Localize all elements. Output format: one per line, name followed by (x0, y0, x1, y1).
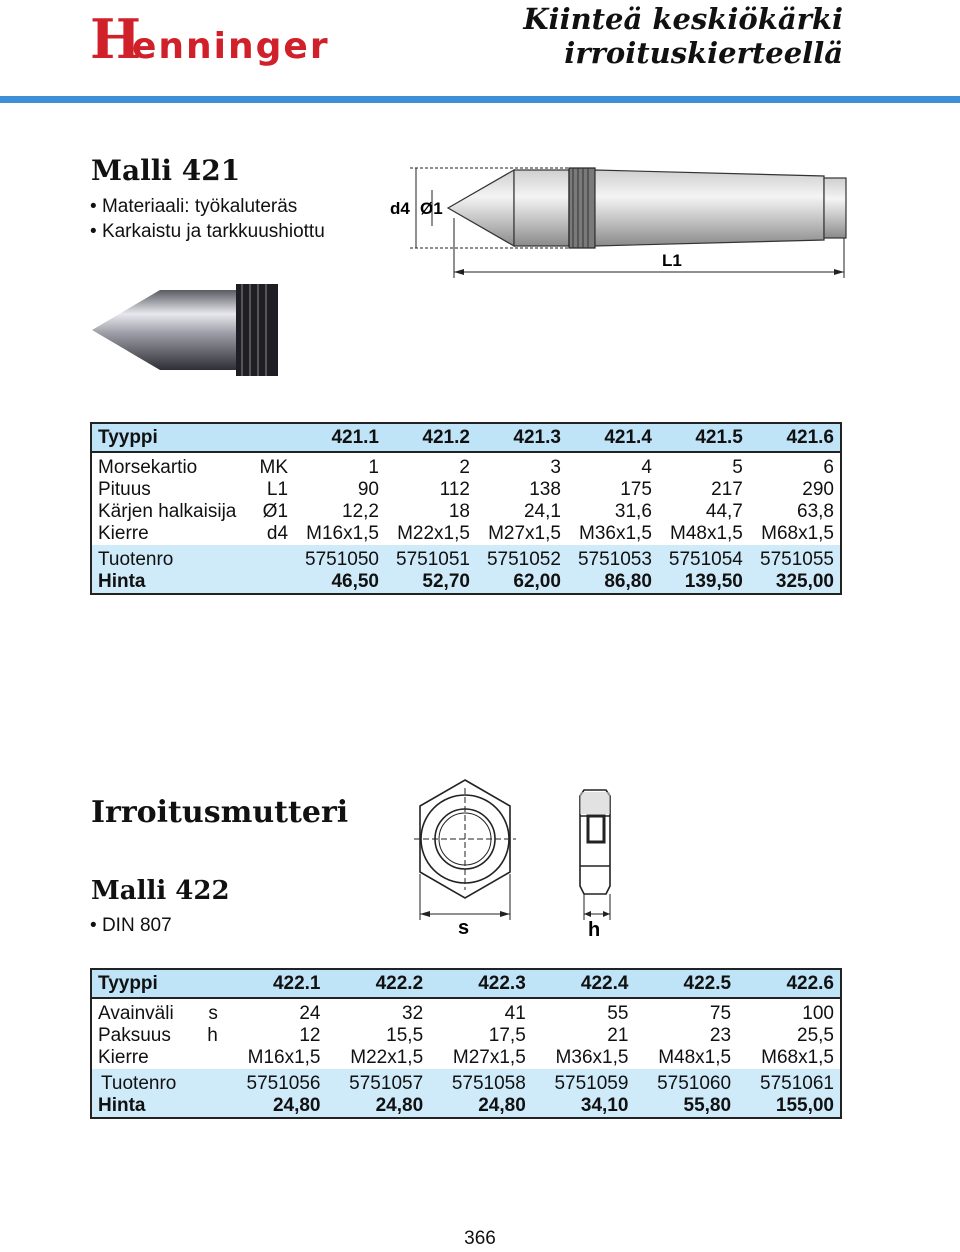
row-label: Hinta (91, 1095, 224, 1118)
cell: M48x1,5 (670, 523, 743, 544)
cell: 75 (709, 1003, 732, 1024)
hinta-row (91, 571, 841, 594)
row-label: Avainväli (98, 1003, 174, 1024)
cell: 24,80 (224, 1095, 327, 1118)
table-row (91, 452, 841, 479)
type-cell: 421.1 (294, 423, 385, 452)
header-title (523, 2, 843, 70)
row-symbol: s (208, 1003, 218, 1024)
row-label: Tuotenro (91, 545, 294, 571)
table-row (91, 479, 841, 501)
cell: 17,5 (488, 1025, 526, 1046)
cell: M27x1,5 (488, 523, 561, 544)
row-label: Pituus (98, 479, 151, 500)
cell: 25,5 (797, 1025, 834, 1046)
cell: 6 (823, 457, 834, 478)
cell: 3 (550, 457, 561, 478)
cell: 5751053 (567, 545, 658, 571)
header-title-line1: Kiinteä keskiökärki (523, 2, 843, 36)
row-label: Paksuus (98, 1025, 171, 1046)
cell: 55 (607, 1003, 629, 1024)
type-cell: 422.5 (634, 969, 737, 998)
henninger-logo (88, 8, 388, 72)
model422-bullet: • DIN 807 (90, 913, 172, 938)
cell: 86,80 (567, 571, 658, 594)
row-label: Kierre (98, 523, 149, 544)
row-symbol (197, 1047, 224, 1069)
cell: 100 (802, 1003, 834, 1024)
type-cell: 421.3 (476, 423, 567, 452)
type-cell: 421.6 (749, 423, 841, 452)
model421-bullet: • Karkaistu ja tarkkuushiottu (90, 219, 325, 244)
row-symbol: L1 (266, 479, 289, 500)
nut-drawing (410, 774, 630, 944)
row-symbol: MK (259, 457, 289, 478)
cell: M68x1,5 (761, 1047, 834, 1068)
cell: M22x1,5 (350, 1047, 424, 1068)
cell: 62,00 (476, 571, 567, 594)
type-cell: 422.3 (429, 969, 532, 998)
label-d4: d4 (390, 199, 410, 218)
cell: 32 (402, 1003, 424, 1024)
row-symbol: Ø1 (262, 501, 289, 522)
type-cell: 422.2 (327, 969, 430, 998)
row-symbol: d4 (266, 523, 289, 544)
section-title-irroitusmutteri: Irroitusmutteri (91, 795, 349, 830)
model422-table (90, 968, 842, 1119)
cell: 55,80 (634, 1095, 737, 1118)
cell: 112 (439, 479, 470, 500)
cell: 5751051 (385, 545, 476, 571)
cell: 1 (368, 457, 379, 478)
cell: 24 (299, 1003, 321, 1024)
cell: 5751060 (634, 1069, 737, 1095)
label-h: h (588, 919, 601, 941)
cell: 12 (299, 1025, 321, 1046)
label-l1: L1 (662, 251, 682, 270)
cell: 138 (529, 479, 561, 500)
cell: M16x1,5 (306, 523, 379, 544)
type-cell: 422.6 (737, 969, 841, 998)
row-label: Kärjen halkaisija (98, 501, 237, 522)
cell: M16x1,5 (247, 1047, 321, 1068)
table-header-row (91, 969, 841, 998)
table-row (91, 1047, 841, 1069)
cell: M22x1,5 (397, 523, 470, 544)
logo-text: enninger (132, 26, 330, 67)
cell: 46,50 (294, 571, 385, 594)
cell: 31,6 (614, 501, 652, 522)
row-symbol: h (207, 1025, 218, 1046)
model422-title: Malli 422 (91, 876, 230, 906)
cell: 5751052 (476, 545, 567, 571)
table-row (91, 501, 841, 523)
tuotenro-row (91, 1069, 841, 1095)
label-o1: Ø1 (420, 199, 443, 218)
model421-bullets (90, 194, 325, 244)
model421-bullet: • Materiaali: työkaluteräs (90, 194, 325, 219)
cell: 90 (357, 479, 379, 500)
label-s: s (458, 917, 470, 939)
cell: M36x1,5 (579, 523, 652, 544)
cell: 2 (459, 457, 470, 478)
cell: 18 (448, 501, 470, 522)
cell: 325,00 (749, 571, 841, 594)
header-rule (0, 96, 960, 103)
cell: 5751059 (532, 1069, 635, 1095)
type-cell: 422.1 (224, 969, 327, 998)
row-label: Morsekartio (98, 457, 198, 478)
cell: 24,80 (429, 1095, 532, 1118)
model422-bullets (90, 913, 172, 938)
cell: 23 (709, 1025, 732, 1046)
row-label: Hinta (91, 571, 294, 594)
table-row (91, 998, 841, 1025)
cell: 44,7 (705, 501, 743, 522)
cell: 15,5 (386, 1025, 424, 1046)
cell: M48x1,5 (658, 1047, 732, 1068)
cell: 5751050 (294, 545, 385, 571)
cell: M27x1,5 (452, 1047, 526, 1068)
table-row (91, 523, 841, 545)
table-header-row (91, 423, 841, 452)
type-cell: 421.2 (385, 423, 476, 452)
cell: 21 (607, 1025, 629, 1046)
hinta-row (91, 1095, 841, 1118)
tuotenro-row (91, 545, 841, 571)
cell: 12,2 (342, 501, 379, 522)
cell: 5751058 (429, 1069, 532, 1095)
cell: 5751055 (749, 545, 841, 571)
model421-table (90, 422, 842, 595)
type-cell: 422.4 (532, 969, 635, 998)
header-title-line2: irroituskierteellä (564, 36, 843, 70)
cell: 5751054 (658, 545, 749, 571)
cell: 63,8 (797, 501, 834, 522)
cell: 290 (802, 479, 834, 500)
cell: 155,00 (737, 1095, 841, 1118)
cell: 34,10 (532, 1095, 635, 1118)
cell: 41 (504, 1003, 526, 1024)
cell: 4 (641, 457, 652, 478)
cell: 175 (620, 479, 652, 500)
center-tip-photo (90, 280, 290, 380)
cell: M36x1,5 (555, 1047, 629, 1068)
cell: M68x1,5 (761, 523, 834, 544)
logo-letter-h: H (90, 8, 142, 71)
cell: 24,1 (523, 501, 561, 522)
cell: 52,70 (385, 571, 476, 594)
table-row (91, 1025, 841, 1047)
type-cell: 421.4 (567, 423, 658, 452)
type-cell: 421.5 (658, 423, 749, 452)
page-number: 366 (464, 1228, 496, 1249)
cell: 217 (711, 479, 743, 500)
header-label: Tyyppi (91, 969, 224, 998)
row-label: Tuotenro (91, 1069, 224, 1095)
center-point-drawing (386, 160, 856, 280)
cell: 24,80 (327, 1095, 430, 1118)
cell: 5751061 (737, 1069, 841, 1095)
model421-title: Malli 421 (91, 154, 241, 187)
cell: 5 (732, 457, 743, 478)
cell: 5751056 (224, 1069, 327, 1095)
cell: 139,50 (658, 571, 749, 594)
header-label: Tyyppi (91, 423, 294, 452)
cell: 5751057 (327, 1069, 430, 1095)
row-label: Kierre (98, 1047, 149, 1068)
